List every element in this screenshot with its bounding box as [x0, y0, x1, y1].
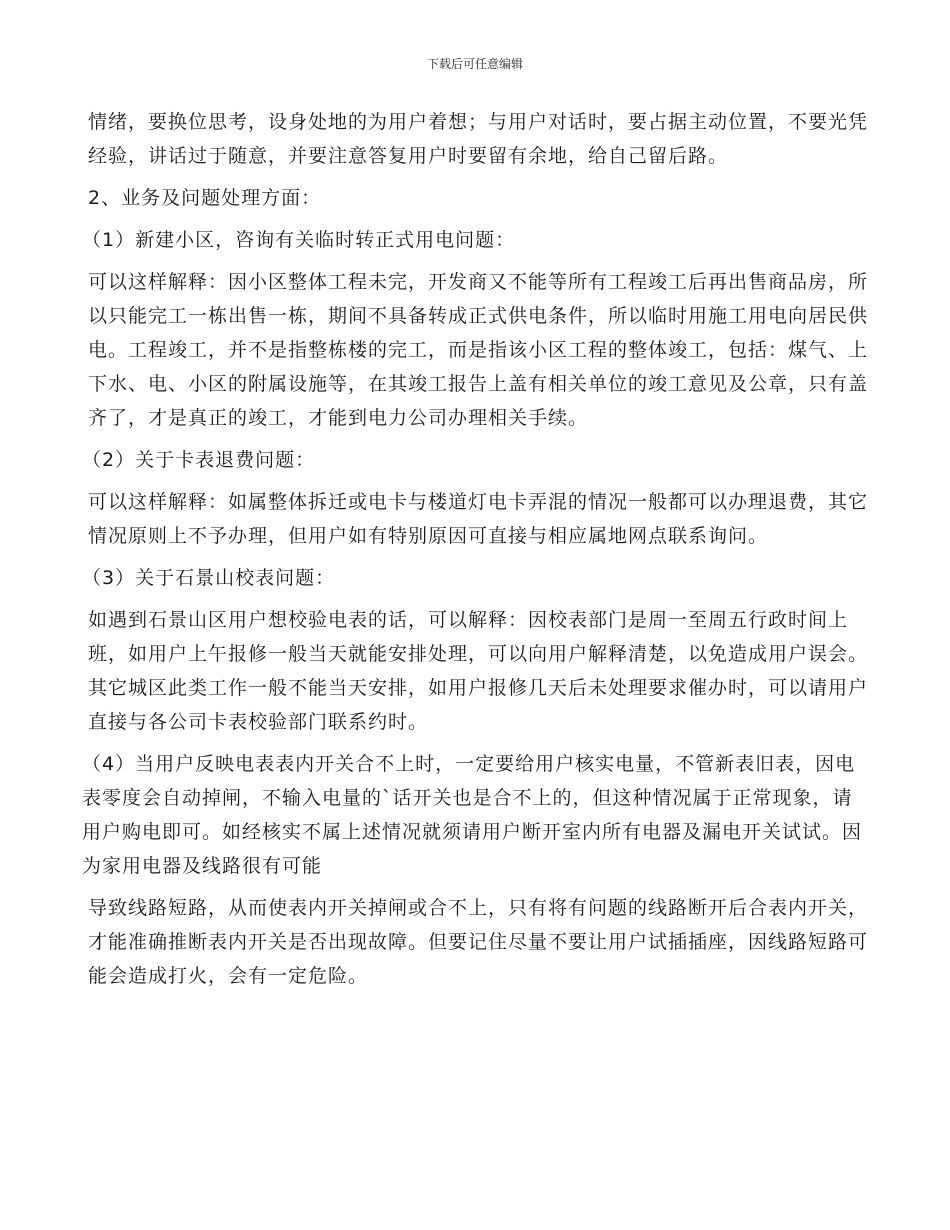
- paragraph: 可以这样解释：因小区整体工程未完，开发商又不能等所有工程竣工后再出售商品房，所以只能完工一栋出售一栋，期间不具备转成正式供电条件，所以临时用施工用电向居民供电。工程竣工，并不是指整栋楼的完工，而是指该小区工程的整体竣工，包括：煤气、上下水、电、小区的附属设施等，在其竣工报告上盖有相关单位的竣工意见及公章，只有盖齐了，才是真正的竣工，才能到电力公司办理相关手续。: [88, 271, 869, 429]
- page-header: 下载后可任意编辑: [426, 57, 523, 71]
- paragraph: 可以这样解释：如属整体拆迁或电卡与楼道灯电卡弄混的情况一般都可以办理退费，其它情况原则上不予办理，但用户如有特别原因可直接与相应属地网点联系询问。: [88, 491, 869, 547]
- subsection-heading: （2）关于卡表退费问题：: [82, 449, 316, 471]
- paragraph: （4）当用户反映电表表内开关合不上时，一定要给用户核实电量，不管新表旧表，因电表零度会自动掉闸，不输入电量的`话开关也是合不上的，但这种情况属于正常现象，请用户购电即可。如经核实不属上述情况就须请用户断开室内所有电器及漏电开关试试。因为家用电器及线路很有可能: [82, 753, 863, 877]
- paragraph: 如遇到石景山区用户想校验电表的话，可以解释：因校表部门是周一至周五行政时间上班，如用户上午报修一般当天就能安排处理，可以向用户解释清楚，以免造成用户误会。其它城区此类工作一般不能当天安排，如用户报修几天后未处理要求催办时，可以请用户直接与各公司卡表校验部门联系约时。: [88, 609, 869, 733]
- subsection-heading: （3）关于石景山校表问题：: [82, 567, 336, 589]
- section-heading: 2、业务及问题处理方面：: [88, 187, 322, 209]
- paragraph: 情绪，要换位思考，设身处地的为用户着想；与用户对话时，要占据主动位置，不要光凭经验，讲话过于随意，并要注意答复用户时要留有余地，给自己留后路。: [88, 111, 869, 167]
- paragraph: 导致线路短路，从而使表内开关掉闸或合不上，只有将有问题的线路断开后合表内开关，才能准确推断表内开关是否出现故障。但要记住尽量不要让用户试插插座，因线路短路可能会造成打火，会有一定危险。: [88, 897, 869, 987]
- subsection-heading: （1）新建小区，咨询有关临时转正式用电问题：: [82, 229, 516, 251]
- document-body: [82, 105, 869, 1001]
